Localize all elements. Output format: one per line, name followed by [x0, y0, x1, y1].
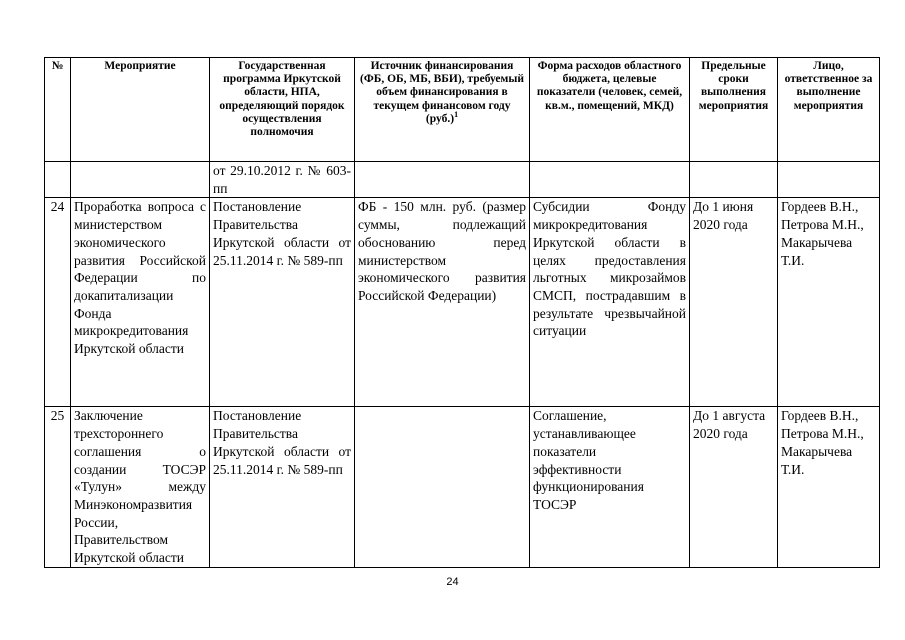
row-expense-form: Субсидии Фонду микрокредитования Иркутской области в целях предоставления льготных микрозаймов СМСП, пострадавшим в результате чрезвычайной ситуации: [530, 198, 690, 407]
row-deadline: До 1 августа 2020 года: [690, 407, 778, 567]
cell-empty: [778, 162, 880, 198]
header-expense-form: Форма расходов областного бюджета, целевые показатели (человек, семей, кв.м., помещений, МКД): [530, 58, 690, 162]
row-program: Постановление Правительства Иркутской области от 25.11.2014 г. № 589-пп: [210, 198, 355, 407]
table-row: [45, 407, 880, 567]
cell-empty: [71, 162, 210, 198]
cell-empty: [45, 162, 71, 198]
continuation-row: [45, 162, 880, 198]
header-row: [45, 58, 880, 162]
cell-empty: [355, 162, 530, 198]
measures-table: [44, 57, 880, 568]
header-event: Мероприятие: [71, 58, 210, 162]
header-number: №: [45, 58, 71, 162]
header-responsible: Лицо, ответственное за выполнение мероприятия: [778, 58, 880, 162]
row-financing: ФБ - 150 млн. руб. (размер суммы, подлежащий обоснованию перед министерством экономического развития Российской Федерации): [355, 198, 530, 407]
cell-empty: [690, 162, 778, 198]
header-financing-footnote: 1: [454, 109, 459, 119]
row-event: Заключение трехстороннего соглашения о создании ТОСЭР «Тулун» между Минэкономразвития России, Правительством Иркутской области: [71, 407, 210, 567]
row-event: Проработка вопроса с министерством экономического развития Российской Федерации по докапитализации Фонда микрокредитования Иркутской области: [71, 198, 210, 407]
row-number: 25: [45, 407, 71, 567]
row-number: 24: [45, 198, 71, 407]
page-number: 24: [446, 576, 459, 588]
header-deadline: Предельные сроки выполнения мероприятия: [690, 58, 778, 162]
row-responsible: Гордеев В.Н., Петрова М.Н., Макарычева Т.И.: [778, 407, 880, 567]
row-deadline: До 1 июня 2020 года: [690, 198, 778, 407]
row-expense-form: Соглашение, устанавливающее показатели эффективности функционирования ТОСЭР: [530, 407, 690, 567]
row-financing: [355, 407, 530, 567]
cell-empty: [530, 162, 690, 198]
header-financing-text: Источник финансирования (ФБ, ОБ, МБ, ВБИ), требуемый объем финансирования в текущем финансовом году (руб.): [360, 60, 524, 125]
table-row: [45, 198, 880, 407]
header-financing: [355, 58, 530, 162]
row-program: Постановление Правительства Иркутской области от 25.11.2014 г. № 589-пп: [210, 407, 355, 567]
header-program: Государственная программа Иркутской области, НПА, определяющий порядок осуществления полномочия: [210, 58, 355, 162]
continuation-program-cell: от 29.10.2012 г. № 603-пп: [210, 162, 355, 198]
row-responsible: Гордеев В.Н., Петрова М.Н., Макарычева Т.И.: [778, 198, 880, 407]
